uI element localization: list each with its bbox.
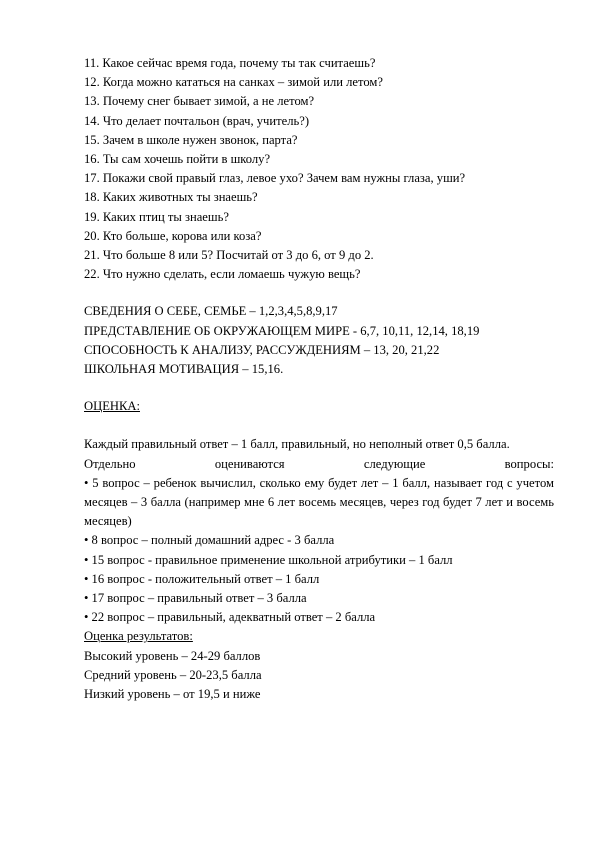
question-item: 22. Что нужно сделать, если ломаешь чужую вещь? (84, 267, 361, 282)
question-item: 16. Ты сам хочешь пойти в школу? (84, 152, 271, 167)
bullet-item: • 22 вопрос – правильный, адекватный ответ – 2 балла (84, 610, 376, 625)
spacer (84, 416, 554, 435)
assessment-heading: ОЦЕНКА: (84, 399, 140, 414)
question-item: 11. Какое сейчас время года, почему ты так считаешь? (84, 56, 376, 70)
separately-word: Отдельно (84, 456, 136, 471)
assessment-intro: Каждый правильный ответ – 1 балл, правильный, но неполный ответ 0,5 балла. (84, 437, 510, 452)
section-line: ШКОЛЬНАЯ МОТИВАЦИЯ – 15,16. (84, 362, 284, 377)
question-item: 12. Когда можно кататься на санках – зимой или летом? (84, 75, 383, 90)
separately-line (84, 455, 554, 474)
bullet-item: • 17 вопрос – правильный ответ – 3 балла (84, 591, 307, 606)
section-line: СПОСОБНОСТЬ К АНАЛИЗУ, РАССУЖДЕНИЯМ – 13, 20, 21,22 (84, 342, 440, 357)
document-page (84, 54, 554, 704)
level-line: Высокий уровень – 24-29 баллов (84, 648, 261, 663)
bullet-item: • 16 вопрос - положительный ответ – 1 балл (84, 571, 320, 586)
bullet-item: • 8 вопрос – полный домашний адрес - 3 балла (84, 533, 335, 548)
question-list (84, 54, 554, 284)
separately-word: следующие (363, 456, 426, 471)
section-summary (84, 302, 554, 379)
question-item: 18. Каких животных ты знаешь? (84, 190, 258, 205)
bullet-item: • 5 вопрос – ребенок вычислил, сколько ему будет лет – 1 балл, называет год с учетом месяцев – 3 балла (например мне 6 лет восемь месяцев, через год будет 7 лет и восемь месяцев) (84, 475, 554, 529)
question-item: 17. Покажи свой правый глаз, левое ухо? Зачем вам нужны глаза, уши? (84, 171, 466, 186)
level-line: Низкий уровень – от 19,5 и ниже (84, 687, 261, 702)
separately-word: вопросы: (504, 456, 554, 471)
question-item: 19. Каких птиц ты знаешь? (84, 209, 229, 224)
bullet-item: • 15 вопрос - правильное применение школьной атрибутики – 1 балл (84, 552, 453, 567)
question-item: 15. Зачем в школе нужен звонок, парта? (84, 132, 298, 147)
question-item: 13. Почему снег бывает зимой, а не летом? (84, 94, 315, 109)
results-heading: Оценка результатов: (84, 629, 193, 644)
question-item: 14. Что делает почтальон (врач, учитель?) (84, 113, 310, 128)
level-line: Средний уровень – 20-23,5 балла (84, 667, 262, 682)
question-item: 21. Что больше 8 или 5? Посчитай от 3 до 6, от 9 до 2. (84, 248, 374, 263)
section-line: СВЕДЕНИЯ О СЕБЕ, СЕМЬЕ – 1,2,3,4,5,8,9,17 (84, 304, 338, 319)
section-line: ПРЕДСТАВЛЕНИЕ ОБ ОКРУЖАЮЩЕМ МИРЕ - 6,7, 10,11, 12,14, 18,19 (84, 323, 480, 338)
separately-word: оцениваются (214, 456, 285, 471)
question-item: 20. Кто больше, корова или коза? (84, 228, 262, 243)
